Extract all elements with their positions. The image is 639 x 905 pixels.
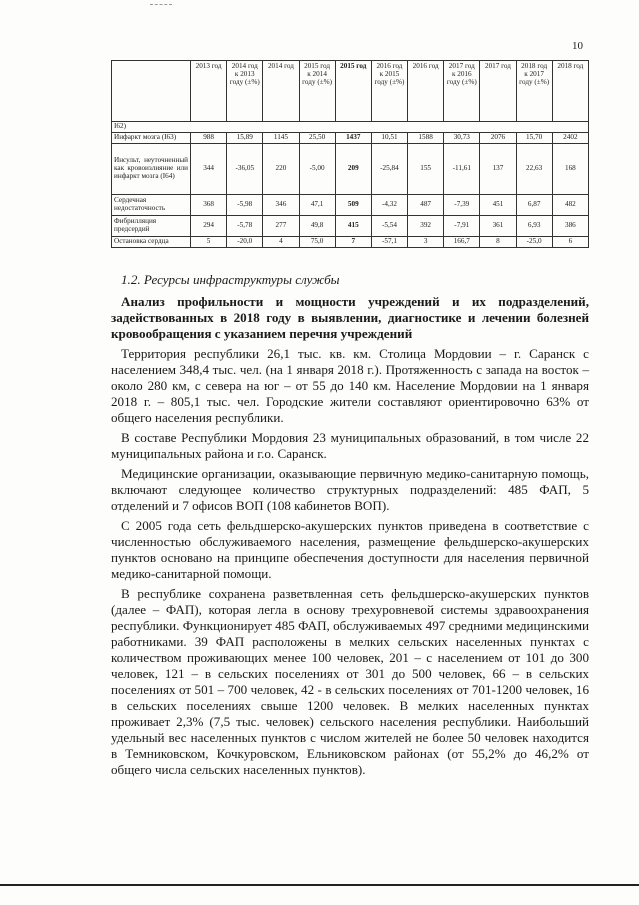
table-row-label: Инфаркт мозга (I63) bbox=[112, 133, 191, 144]
table-cell: 346 bbox=[263, 195, 299, 216]
table-row bbox=[112, 237, 589, 248]
paragraph-territory: Территория республики 26,1 тыс. кв. км. Столица Мордовии – г. Саранск с населением 348,4 тыс. чел. (на 1 января 2018 г.). Протяженность с запада на восток – около 280 км, с севера на юг – от 55 до 140 км. Население Мордовии на 1 января 2018 г. – 805,1 тыс. чел. Городские жители составляют ориентировочно 63% от общего населения республики. bbox=[111, 346, 589, 425]
table-cell: 15,89 bbox=[227, 133, 263, 144]
table-cell: 451 bbox=[480, 195, 516, 216]
table-cell: 6,93 bbox=[516, 216, 552, 237]
table-cell: 415 bbox=[335, 216, 371, 237]
paragraph-fap-details: В республике сохранена разветвленная сеть фельдшерско-акушерских пунктов (далее – ФАП), которая легла в основу трехуровневой системы здравоохранения республики. Функционирует 485 ФАП, обслуживаемых 497 средними медицинскими работниками. 39 ФАП расположены в мелких сельских населенных пунктах с количеством проживающих менее 100 человек, 201 – с населением от 101 до 300 человек, 121 – в сельских поселениях от 301 до 500 человек, 66 – в сельских поселениях от 501 – 700 человек, 42 - в сельских поселениях от 701-1200 человек, 16 в сельских поселениях свыше 1200 человек. В мелких населенных пунктах проживает 2,3% (7,5 тыс. человек) сельского населения республики. Наибольший удельный вес населенных пунктов с числом жителей не более 50 человек находится в Темниковском, Кочкуровском, Ельниковском районах (от 55,2% до 46,2% от общего числа сельских населенных пунктов). bbox=[111, 586, 589, 777]
table-cell: 25,50 bbox=[299, 133, 335, 144]
table-cell: 1588 bbox=[408, 133, 444, 144]
table-continuation-row bbox=[112, 122, 589, 133]
table-cell: 487 bbox=[408, 195, 444, 216]
table-cell: 294 bbox=[191, 216, 227, 237]
table-cell: -7,39 bbox=[444, 195, 480, 216]
table-header-cell: 2015 год bbox=[335, 61, 371, 122]
table-cell: 509 bbox=[335, 195, 371, 216]
table-cell: -5,98 bbox=[227, 195, 263, 216]
table-cell: 4 bbox=[263, 237, 299, 248]
table-cell: -7,91 bbox=[444, 216, 480, 237]
document-body bbox=[111, 272, 589, 782]
table-cell: 2402 bbox=[552, 133, 588, 144]
table-cell: 75,0 bbox=[299, 237, 335, 248]
table-cell: 482 bbox=[552, 195, 588, 216]
table-header-cell: 2014 год к 2013 году (±%) bbox=[227, 61, 263, 122]
table-cell: -25,0 bbox=[516, 237, 552, 248]
table-row-label: Сердечная недостаточность bbox=[112, 195, 191, 216]
table-cell: -4,32 bbox=[371, 195, 407, 216]
table-cell: -25,84 bbox=[371, 144, 407, 195]
paragraph-fap-network-2005: С 2005 года сеть фельдшерско-акушерских пунктов приведена в соответствие с численностью обслуживаемого населения, размещение фельдшерско-акушерских пунктов основано на принципе обеспечения доступности для населения первичной медико-санитарной помощи. bbox=[111, 518, 589, 581]
table-cell: 1437 bbox=[335, 133, 371, 144]
table-cell: -5,78 bbox=[227, 216, 263, 237]
table-cell: 155 bbox=[408, 144, 444, 195]
table-cell: 6 bbox=[552, 237, 588, 248]
table-cell: 8 bbox=[480, 237, 516, 248]
table-header-cell: 2016 год к 2015 году (±%) bbox=[371, 61, 407, 122]
table-cell: 15,70 bbox=[516, 133, 552, 144]
table-row-label: Остановка сердца bbox=[112, 237, 191, 248]
table-header-cell: 2018 год bbox=[552, 61, 588, 122]
section-heading: 1.2. Ресурсы инфраструктуры службы bbox=[121, 272, 340, 287]
table-header-cell: 2017 год bbox=[480, 61, 516, 122]
table-row-label: Инсульт, неуточненный как кровоизлияние или инфаркт мозга (I64) bbox=[112, 144, 191, 195]
table-cell: 166,7 bbox=[444, 237, 480, 248]
table-row bbox=[112, 195, 589, 216]
table-cell: -36,05 bbox=[227, 144, 263, 195]
section-subheading: Анализ профильности и мощности учреждений и их подразделений, задействованных в 2018 году в выявлении, диагностике и лечении болезней кровообращения с указанием перечня учреждений bbox=[111, 294, 589, 341]
table-cell: 5 bbox=[191, 237, 227, 248]
table-cell: -5,54 bbox=[371, 216, 407, 237]
table-cell: 220 bbox=[263, 144, 299, 195]
paragraph-medical-organizations: Медицинские организации, оказывающие первичную медико-санитарную помощь, включают следующее количество структурных подразделений: 485 ФАП, 5 отделений и 7 офисов ВОП (108 кабинетов ВОП). bbox=[111, 466, 589, 513]
table-cell: -57,1 bbox=[371, 237, 407, 248]
table-cell: 137 bbox=[480, 144, 516, 195]
table-cell: 368 bbox=[191, 195, 227, 216]
table-header-cell: 2016 год bbox=[408, 61, 444, 122]
table-cell: 277 bbox=[263, 216, 299, 237]
table-cell: 209 bbox=[335, 144, 371, 195]
table-header-cell: 2017 год к 2016 году (±%) bbox=[444, 61, 480, 122]
table-header-cell: 2014 год bbox=[263, 61, 299, 122]
table-cell: 49,8 bbox=[299, 216, 335, 237]
table-cell: 7 bbox=[335, 237, 371, 248]
scan-artifact-mark bbox=[150, 4, 172, 6]
table-cell: -20,0 bbox=[227, 237, 263, 248]
scan-bottom-edge bbox=[0, 884, 639, 886]
table-cell: 361 bbox=[480, 216, 516, 237]
table-row-label: Фибрилляция предсердий bbox=[112, 216, 191, 237]
table-cell: 168 bbox=[552, 144, 588, 195]
table-cell: 3 bbox=[408, 237, 444, 248]
table-header-cell: 2015 год к 2014 году (±%) bbox=[299, 61, 335, 122]
table-cell: 344 bbox=[191, 144, 227, 195]
table-header-row bbox=[112, 61, 589, 122]
page-number: 10 bbox=[572, 40, 583, 52]
table-cell: -11,61 bbox=[444, 144, 480, 195]
table-cell: 1145 bbox=[263, 133, 299, 144]
paragraph-municipalities: В составе Республики Мордовия 23 муниципальных образований, в том числе 22 муниципальных района и г.о. Саранск. bbox=[111, 430, 589, 461]
table-row bbox=[112, 144, 589, 195]
table-continuation-label: I62) bbox=[112, 122, 589, 133]
table-cell: 30,73 bbox=[444, 133, 480, 144]
statistics-table bbox=[111, 60, 589, 248]
table-header-cell: 2013 год bbox=[191, 61, 227, 122]
table-cell: -5,00 bbox=[299, 144, 335, 195]
table-header-corner bbox=[112, 61, 191, 122]
table-row bbox=[112, 133, 589, 144]
table-cell: 6,87 bbox=[516, 195, 552, 216]
table-cell: 386 bbox=[552, 216, 588, 237]
table-header-cell: 2018 год к 2017 году (±%) bbox=[516, 61, 552, 122]
table-cell: 988 bbox=[191, 133, 227, 144]
table-row bbox=[112, 216, 589, 237]
table-cell: 392 bbox=[408, 216, 444, 237]
table-cell: 2076 bbox=[480, 133, 516, 144]
table-cell: 10,51 bbox=[371, 133, 407, 144]
table-cell: 47,1 bbox=[299, 195, 335, 216]
table-cell: 22,63 bbox=[516, 144, 552, 195]
